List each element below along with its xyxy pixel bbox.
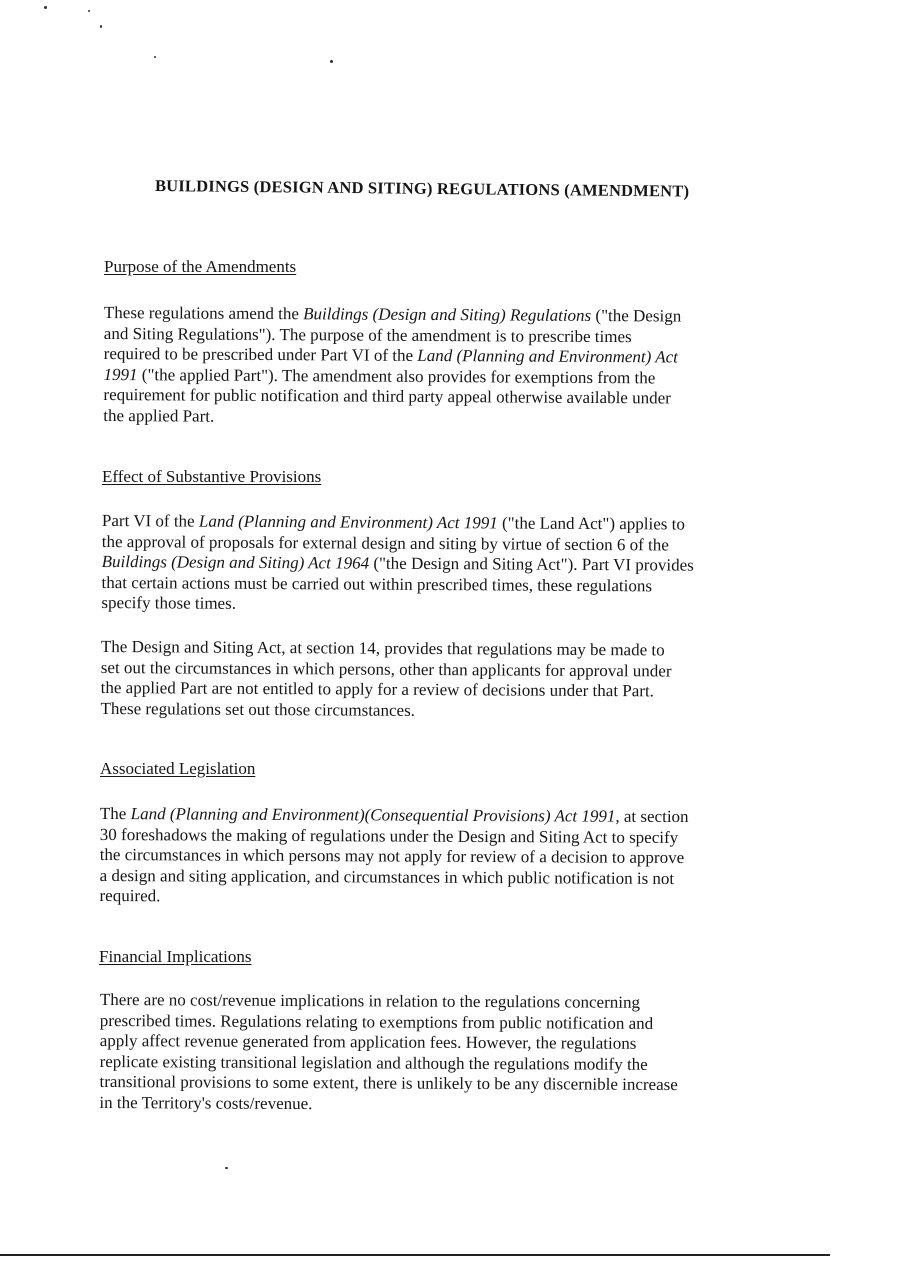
text-run: required. — [99, 886, 161, 906]
text-run: ("the Design and Siting Act"). Part VI provides — [369, 553, 694, 575]
scan-speck — [154, 56, 156, 58]
text-run: transitional provisions to some extent, there is unlikely to be any discernible increase — [99, 1072, 678, 1095]
scan-speck — [225, 1167, 228, 1169]
text-run: the applied Part. — [103, 405, 215, 426]
italic-citation: 1991 — [103, 364, 138, 384]
section-heading-purpose: Purpose of the Amendments — [104, 257, 297, 276]
scan-speck — [330, 60, 333, 63]
text-line — [101, 593, 791, 618]
text-run: at section — [619, 806, 689, 827]
text-run: 30 foreshadows the making of regulations under the Design and Siting Act to specify — [99, 824, 679, 847]
text-run: The Design and Siting Act, at section 14, provides that regulations may be made to — [100, 637, 665, 660]
paragraph-effect-1 — [101, 511, 792, 618]
italic-citation: Land (Planning and Environment)(Consequential Provisions) Act 1991, — [130, 804, 620, 826]
text-line — [99, 1093, 789, 1117]
text-run: requirement for public notification and third party appeal otherwise available under — [103, 385, 671, 408]
paragraph-effect-2 — [100, 637, 790, 724]
text-run: required to be prescribed under Part VI of the — [103, 344, 418, 366]
text-run: These regulations set out those circumstances. — [100, 698, 416, 720]
document-title: BUILDINGS (DESIGN AND SITING) REGULATIONS (AMENDMENT) — [154, 176, 690, 201]
text-run: These regulations amend the — [103, 303, 304, 324]
italic-citation: Land (Planning and Environment) Act 1991 — [198, 511, 498, 533]
text-line — [100, 699, 790, 724]
text-line — [103, 406, 793, 431]
text-run: in the Territory's costs/revenue. — [99, 1092, 313, 1114]
text-line — [100, 866, 790, 890]
text-run: a design and siting application, and circumstances in which public notification is not — [99, 865, 675, 888]
text-run: the applied Part are not entitled to apply for a review of decisions under that Part. — [100, 678, 655, 701]
text-run: ("the applied Part"). The amendment also provides for exemptions from the — [137, 364, 656, 388]
italic-citation: Buildings (Design and Siting) Regulations — [303, 304, 592, 325]
text-run: There are no cost/revenue implications in relation to the regulations concerning — [99, 990, 641, 1012]
text-run: apply affect revenue generated from application fees. However, the regulations — [99, 1031, 637, 1053]
paragraph-purpose — [103, 303, 794, 431]
text-run: Part VI of the — [101, 511, 199, 531]
text-run: ("the Design — [591, 305, 682, 326]
paragraph-associated — [99, 804, 790, 911]
section-heading-financial: Financial Implications — [99, 947, 252, 966]
scan-edge-line — [0, 1254, 830, 1256]
italic-citation: Land (Planning and Environment) Act — [417, 346, 678, 367]
text-run: the circumstances in which persons may not apply for review of a decision to approve — [99, 845, 685, 868]
scan-speck — [88, 10, 90, 12]
italic-citation: Buildings (Design and Siting) Act 1964 — [101, 552, 370, 573]
text-run: the approval of proposals for external design and siting by virtue of section 6 of the — [101, 531, 669, 555]
text-run: replicate existing transitional legislation and although the regulations modify the — [99, 1051, 648, 1074]
paragraph-financial — [99, 990, 790, 1117]
text-run: and Siting Regulations"). The purpose of the amendment is to prescribe times — [103, 323, 632, 346]
text-run: ("the Land Act") applies to — [497, 513, 685, 534]
section-heading-associated: Associated Legislation — [100, 759, 256, 778]
text-run: The — [99, 804, 131, 824]
scan-speck — [44, 6, 47, 9]
text-run: specify those times. — [101, 593, 237, 614]
text-run: prescribed times. Regulations relating to exemptions from public notification and — [99, 1010, 654, 1033]
text-run: set out the circumstances in which persons, other than applicants for approval under — [100, 657, 672, 681]
section-heading-effect: Effect of Substantive Provisions — [102, 467, 322, 486]
text-run: that certain actions must be carried out within prescribed times, these regulations — [101, 572, 653, 596]
text-line — [99, 886, 789, 910]
scan-speck — [100, 25, 102, 28]
